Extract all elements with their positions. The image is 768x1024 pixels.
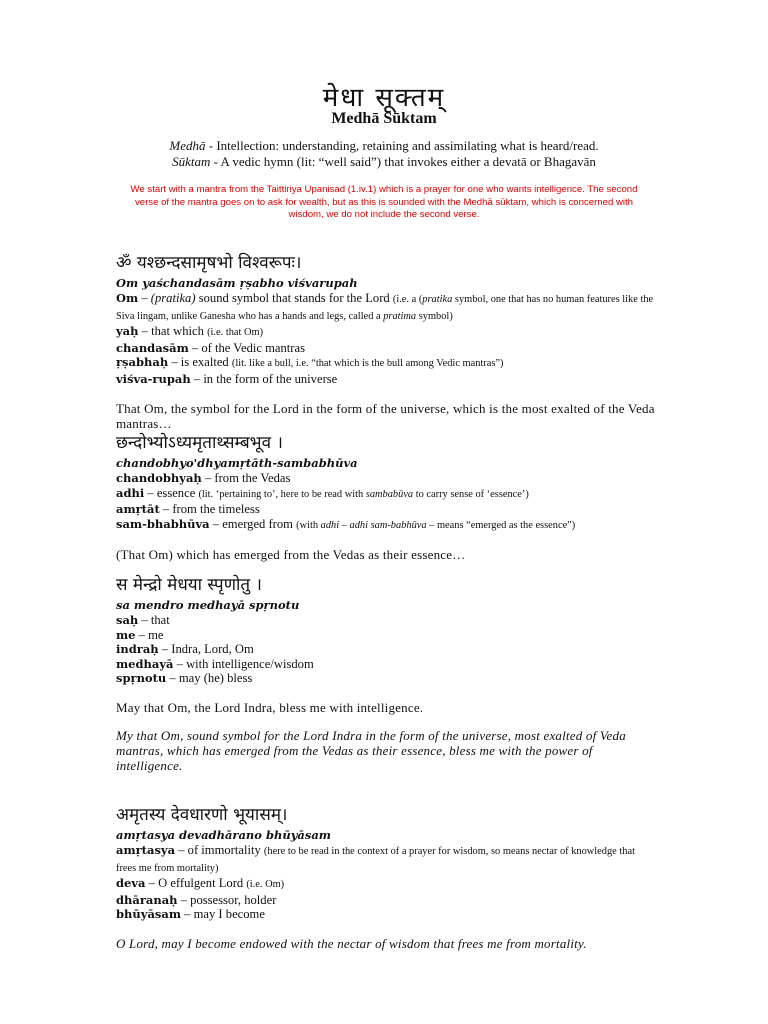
gloss-meaning: with intelligence/wisdom <box>186 656 314 671</box>
verse-paragraph: That Om, the symbol for the Lord in the form of the universe, which is the most exalted of the Veda mantras… <box>116 400 655 431</box>
gloss-meaning: may (he) bless <box>178 671 253 686</box>
gloss-line <box>116 471 656 486</box>
gloss-dash: – <box>173 656 187 671</box>
gloss-word: amṛtāt <box>116 502 160 517</box>
definition-medha <box>0 138 768 154</box>
definition-text: - A vedic hymn (lit: “well said”) that invokes either a devatā or Bhagavān <box>210 154 596 169</box>
page-title: Medhā Sūktam <box>331 110 437 127</box>
gloss-meaning: essence <box>156 485 199 500</box>
gloss-dash: – <box>175 843 188 857</box>
verse-paragraph: May that Om, the Lord Indra, bless me with intelligence. <box>116 699 424 715</box>
gloss-line <box>116 671 656 686</box>
gloss-dash: – <box>135 627 149 642</box>
gloss-word: bhūyāsam <box>116 907 181 922</box>
gloss-dash: – <box>209 516 223 531</box>
gloss-line <box>116 657 656 672</box>
verse-section-4 <box>116 804 656 951</box>
gloss-line <box>116 341 656 356</box>
gloss-dash: – <box>138 613 151 627</box>
gloss-word: ṛṣabhaḥ <box>116 355 169 370</box>
gloss-line <box>116 291 656 324</box>
gloss-word: me <box>116 627 136 642</box>
verse-transliteration: Om yaśchandasām ṛṣabho viśvarupah <box>116 276 358 290</box>
gloss-dash: – <box>190 371 204 386</box>
gloss-note: (with adhi – adhi sam-babhūva – means “emerged as the essence”) <box>296 519 576 531</box>
verse-summary: O Lord, may I become endowed with the nectar of wisdom that frees me from mortality. <box>116 935 587 951</box>
gloss-word: adhi <box>116 485 145 500</box>
gloss-word: medhayā <box>116 656 174 671</box>
gloss-line <box>116 893 656 908</box>
verse-section-2 <box>116 432 656 562</box>
verse-paragraph: (That Om) which has emerged from the Vedas as their essence… <box>116 547 466 563</box>
gloss-meaning: of immortality <box>187 843 264 857</box>
gloss-note: (i.e. a (pratika symbol, one that has no human features like the Siva lingam, unlike Ganesha who has a hands and legs, called a pratima symbol) <box>116 294 654 322</box>
intro-note: We start with a mantra from the Taittiriya Upanisad (1.iv.1) which is a prayer for one who wants intelligence. The second verse of the mantra goes on to ask for wealth, but as this is sounded with the Medhā sūktam, which is concerned with wisdom, we do not include the second verse. <box>130 184 638 220</box>
gloss-line <box>116 843 656 876</box>
gloss-meaning: emerged from <box>222 516 297 531</box>
gloss-word: viśva-rupah <box>116 371 191 386</box>
gloss-dash: – <box>138 291 151 305</box>
gloss-meaning: that <box>150 613 170 627</box>
gloss-word: chandasām <box>116 340 189 355</box>
gloss-meaning: from the Vedas <box>214 471 291 485</box>
gloss-word: deva <box>116 876 146 891</box>
gloss-line <box>116 517 656 534</box>
gloss-meaning: that which <box>151 324 208 339</box>
verse-section-3 <box>116 574 656 773</box>
gloss-line <box>116 502 656 517</box>
gloss-meaning: of the Vedic mantras <box>201 340 305 355</box>
gloss-note: (i.e. Om) <box>246 879 285 891</box>
gloss-meaning: sound symbol that stands for the Lord <box>195 291 393 305</box>
gloss-word: amṛtasya <box>116 843 176 857</box>
gloss-meaning: in the form of the universe <box>203 371 338 386</box>
definition-term: Medhā <box>169 138 206 153</box>
gloss-meaning: from the timeless <box>172 502 260 517</box>
definition-suktam <box>0 154 768 170</box>
gloss-note: (lit. ‘pertaining to’, here to be read with sambabūva to carry sense of ‘essence’) <box>198 488 529 500</box>
gloss-italic: (pratika) <box>150 291 196 305</box>
gloss-line <box>116 372 656 387</box>
gloss-meaning: possessor, holder <box>190 892 277 907</box>
gloss-dash: – <box>168 355 181 370</box>
verse-summary: My that Om, sound symbol for the Lord Indra in the form of the universe, most exalted of Veda mantras, which has emerged from the Vedas as their essence, bless me with the power of intelligence. <box>116 727 626 773</box>
definitions <box>0 138 768 170</box>
gloss-meaning: may I become <box>193 907 265 922</box>
gloss-line <box>116 324 656 341</box>
gloss-line <box>116 628 656 643</box>
gloss-dash: – <box>145 876 159 891</box>
verse-devanagari: छन्दोभ्योऽध्यमृताथ्सम्बभूव । <box>116 433 283 453</box>
gloss-line <box>116 486 656 503</box>
gloss-dash: – <box>158 642 172 657</box>
gloss-line <box>116 613 656 628</box>
gloss-line <box>116 355 656 372</box>
gloss-dash: – <box>166 671 179 686</box>
verse-devanagari: स मेन्द्रो मेधया स्पृणोतु । <box>116 575 262 595</box>
verse-section-1 <box>116 252 656 431</box>
gloss-note: (here to be read in the context of a prayer for wisdom, so means nectar of knowledge that frees me from mortality) <box>116 846 635 874</box>
gloss-word: yaḥ <box>116 324 139 339</box>
gloss-meaning: Indra, Lord, Om <box>171 642 254 657</box>
gloss-dash: – <box>188 340 202 355</box>
gloss-dash: – <box>201 471 215 485</box>
verse-transliteration: amṛtasya devadhārano bhūyāsam <box>116 828 331 842</box>
gloss-word: dhāranaḥ <box>116 892 178 907</box>
verse-devanagari: अमृतस्य देवधारणो भूयासम्। <box>116 805 288 825</box>
gloss-line <box>116 876 656 893</box>
definition-term: Sūktam <box>172 154 211 169</box>
gloss-word: chandobhyaḥ <box>116 471 202 485</box>
verse-transliteration: sa mendro medhayā spṛnotu <box>116 598 300 612</box>
gloss-meaning: O effulgent Lord <box>158 876 247 891</box>
gloss-word: indraḥ <box>116 642 159 657</box>
gloss-word: Om <box>116 291 139 305</box>
gloss-word: saḥ <box>116 613 139 627</box>
verse-transliteration: chandobhyo'dhyamṛtāth-sambabhūva <box>116 456 358 470</box>
gloss-meaning: me <box>148 627 164 642</box>
gloss-note: (lit. like a bull, i.e. “that which is the bull among Vedic mantras”) <box>231 358 504 370</box>
title-devanagari: मेधा सूक्तम् <box>322 83 446 113</box>
gloss-line <box>116 907 656 922</box>
gloss-dash: – <box>138 324 152 339</box>
gloss-word: sam-bhabhūva <box>116 516 210 531</box>
gloss-dash: – <box>181 907 194 922</box>
gloss-dash: – <box>177 892 191 907</box>
gloss-word: spṛnotu <box>116 671 167 686</box>
gloss-dash: – <box>144 485 157 500</box>
gloss-meaning: is exalted <box>180 355 232 370</box>
gloss-dash: – <box>159 502 173 517</box>
definition-text: - Intellection: understanding, retaining and assimilating what is heard/read. <box>205 138 599 153</box>
gloss-note: (i.e. that Om) <box>207 327 264 339</box>
gloss-line <box>116 642 656 657</box>
verse-devanagari: ॐ यश्छन्दसामृषभो विश्वरूपः। <box>116 253 302 273</box>
